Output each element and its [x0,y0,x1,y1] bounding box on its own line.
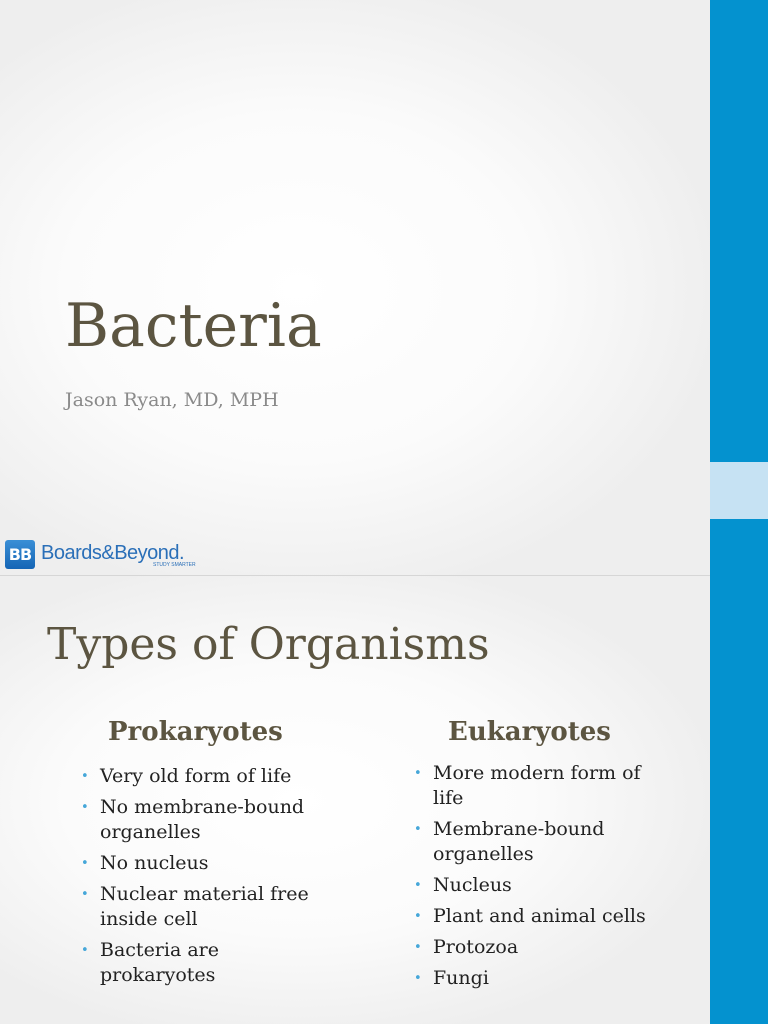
list-item: • Membrane-bound organelles [414,818,605,865]
list-item: • Bacteria are prokaryotes [81,939,219,986]
prokaryotes-list [81,764,331,994]
list-item: • No nucleus [81,852,209,874]
logo-text: Boards&Beyond. [41,542,185,564]
list-item: • Plant and animal cells [414,905,646,927]
bullet-dot-icon: • [414,766,422,781]
bullet-dot-icon: • [81,856,89,871]
list-item: • Very old form of life [81,765,292,787]
accent-band-top [710,0,768,462]
accent-band-bottom [710,519,768,1024]
bullet-dot-icon: • [81,769,89,784]
boards-beyond-logo-icon [5,540,215,570]
bullet-dot-icon: • [81,800,89,815]
list-item: • Fungi [414,967,489,989]
bullet-dot-icon: • [414,971,422,986]
bullet-dot-icon: • [81,943,89,958]
bullet-dot-icon: • [414,822,422,837]
list-item: • Nuclear material free inside cell [81,883,309,930]
logo-tagline: STUDY SMARTER [153,562,196,568]
bullet-dot-icon: • [81,887,89,902]
list-item: • No membrane-bound organelles [81,796,305,843]
list-item: • Nucleus [414,874,512,896]
slide-title: Types of Organisms [47,619,490,670]
accent-band-highlight [710,462,768,519]
eukaryotes-heading: Eukaryotes [448,717,611,747]
logo-mark: BB [5,540,35,569]
slide-title: Bacteria [65,291,322,361]
eukaryotes-list [414,761,674,997]
list-item: • More modern form of life [414,762,641,809]
bullet-dot-icon: • [414,940,422,955]
content-slide [0,576,710,1024]
bullet-dot-icon: • [414,909,422,924]
prokaryotes-heading: Prokaryotes [108,717,283,747]
list-item: • Protozoa [414,936,519,958]
bullet-dot-icon: • [414,878,422,893]
slide-subtitle: Jason Ryan, MD, MPH [65,389,279,411]
